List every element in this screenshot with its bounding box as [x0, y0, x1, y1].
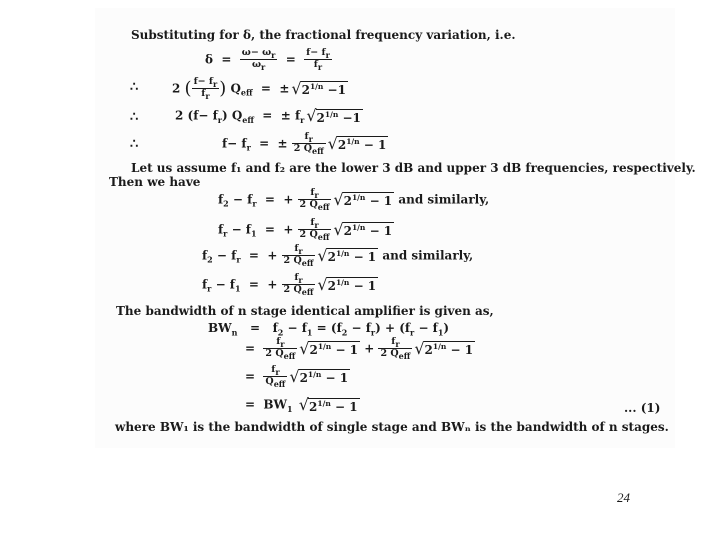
equation-f2-minus-fr-1: $f_2 - f_r$ = + $\frac{f_r}{2 Q_{eff}}$ $√2^{1/n} - 1$ and similarly,: [218, 187, 490, 213]
equation-therefore-2: 2 $(f- f_r)$ $Q_{eff}$ = ± $f_r$ $√2^{1/n} -1$: [175, 106, 361, 125]
and-similarly-text-1: and similarly,: [398, 192, 490, 207]
conclusion-text: where BW₁ is the bandwidth of single stage and BWₙ is the bandwidth of n stages.: [115, 420, 669, 434]
therefore-symbol-2: ∴: [130, 110, 139, 125]
intro-text: Substituting for δ, the fractional frequency variation, i.e.: [131, 28, 516, 42]
paragraph-assume-line-1: Let us assume f₁ and f₂ are the lower 3 dB and upper 3 dB frequencies, respectively.: [131, 161, 696, 175]
equation-fr-minus-f1-1: $f_r - f_1$ = + $\frac{f_r}{2 Q_{eff}}$ $√2^{1/n} - 1$: [218, 217, 393, 243]
equation-bwn-line-3: = $\frac{f_r}{Q_{eff}}$ $√2^{1/n} - 1$: [245, 364, 349, 390]
therefore-symbol-3: ∴: [130, 137, 139, 152]
equation-fr-minus-f1-2: $f_r - f_1$ = + $\frac{f_r}{2 Q_{eff}}$ $√2^{1/n} - 1$: [202, 272, 377, 298]
equation-therefore-1: 2 ( $\frac{f- f_r}{f_r}$ ) $Q_{eff}$ = ± $√2^{1/n} -1$: [172, 76, 346, 102]
paragraph-assume-line-2: Then we have: [109, 175, 201, 189]
and-similarly-text-2: and similarly,: [382, 248, 474, 263]
equation-f2-minus-fr-2: $f_2 - f_r$ = + $\frac{f_r}{2 Q_{eff}}$ $√2^{1/n} - 1$ and similarly,: [202, 243, 474, 269]
equation-bwn-line-2: = $\frac{f_r}{2 Q_{eff}}$ $√2^{1/n} - 1$ + $\frac{f_r}{2 Q_{eff}}$ $√2^{1/n} - 1$: [245, 336, 474, 362]
equation-delta: δ = $\frac{\omega- \omega_r}{\omega_r}$ = $\frac{f- f_r}{f_r}$: [205, 47, 330, 73]
paragraph-bandwidth: The bandwidth of n stage identical amplifier is given as,: [116, 304, 494, 318]
equation-therefore-3: $f- f_r$ = ± $\frac{f_r}{2 Q_{eff}}$ $√2^{1/n} - 1$: [222, 131, 387, 157]
page-number: 24: [617, 490, 630, 505]
equation-bwn-line-1: $BW_n = f_2 - f_1 = (f_2 - f_r) + (f_r - f_1)$: [208, 321, 450, 338]
equation-bwn-line-4: = $BW_1$ $√2^{1/n} - 1$: [245, 395, 358, 414]
equation-number: ... (1): [624, 401, 661, 415]
therefore-symbol-1: ∴: [130, 80, 139, 95]
